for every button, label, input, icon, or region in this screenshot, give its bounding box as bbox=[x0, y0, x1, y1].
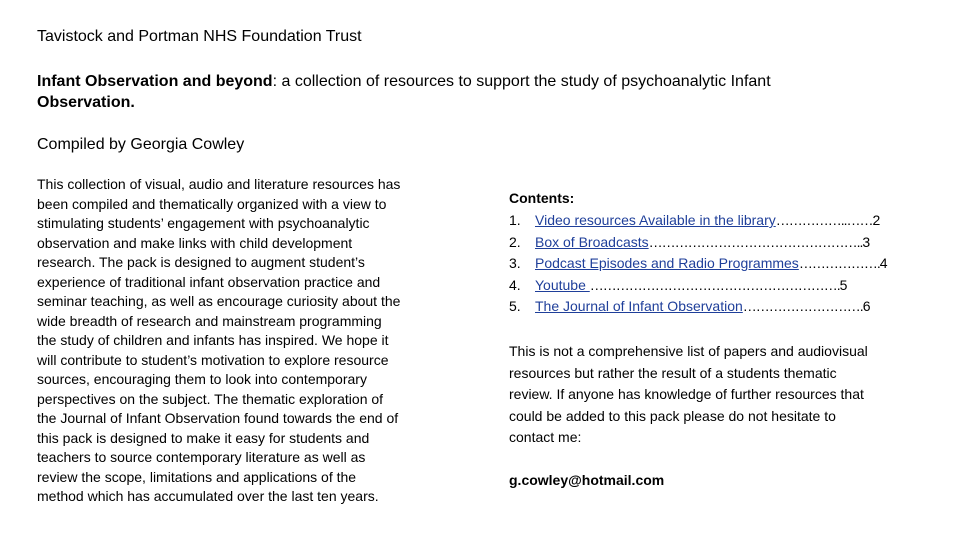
toc-page-number: 4 bbox=[879, 255, 888, 271]
intro-line: research. The pack is designed to augment student’s bbox=[37, 254, 365, 270]
toc-link-box-of-broadcasts[interactable]: Box of Broadcasts bbox=[535, 233, 649, 250]
intro-line: seminar teaching, as well as encourage curiosity about the bbox=[37, 293, 401, 309]
toc-leader-dots: ………………. bbox=[798, 255, 880, 271]
intro-line: this pack is designed to make it easy for students and bbox=[37, 429, 370, 446]
title-bold: Infant Observation and beyond bbox=[37, 73, 273, 90]
intro-line: will contribute to student’s motivation to explore resource bbox=[37, 351, 389, 368]
intro-paragraph bbox=[37, 175, 477, 507]
disclaimer-note bbox=[509, 341, 939, 449]
note-line: This is not a comprehensive list of papers and audiovisual bbox=[509, 343, 868, 359]
intro-line: sources, encouraging them to look into contemporary bbox=[37, 371, 367, 387]
intro-line: This collection of visual, audio and literature resources has bbox=[37, 176, 401, 192]
toc-leader-dots: ………………………………………….. bbox=[648, 233, 863, 250]
title-line2: Observation. bbox=[37, 94, 135, 111]
intro-line: method which has accumulated over the last ten years. bbox=[37, 488, 379, 504]
toc-item-youtube bbox=[509, 275, 888, 297]
intro-line: the Journal of Infant Observation found towards the end of bbox=[37, 410, 399, 426]
intro-line: stimulating students’ engagement with psychoanalytic bbox=[37, 215, 370, 231]
compiled-by: Compiled by Georgia Cowley bbox=[37, 136, 245, 153]
title-rest: : a collection of resources to support the study of psychoanalytic Infant bbox=[272, 73, 771, 90]
toc-page-number: 5 bbox=[839, 276, 848, 293]
intro-line: been compiled and thematically organized with a view to bbox=[37, 195, 387, 212]
toc-number: 3. bbox=[509, 255, 521, 271]
toc-number: 2. bbox=[509, 233, 521, 250]
toc-page-number: 6 bbox=[862, 298, 871, 314]
toc-item-video-resources bbox=[509, 210, 888, 232]
toc-number: 4. bbox=[509, 276, 521, 293]
table-of-contents bbox=[509, 210, 888, 318]
intro-line: experience of traditional infant observation practice and bbox=[37, 273, 381, 290]
intro-line: the study of children and infants has inspired. We hope it bbox=[37, 332, 389, 348]
note-line: contact me: bbox=[509, 429, 582, 445]
toc-leader-dots: ……………..…… bbox=[775, 212, 873, 228]
toc-page-number: 2 bbox=[872, 212, 881, 228]
toc-link-podcasts[interactable]: Podcast Episodes and Radio Programmes bbox=[535, 255, 799, 271]
intro-line: perspectives on the subject. The thematic exploration of bbox=[37, 390, 384, 407]
contact-email[interactable]: g.cowley@hotmail.com bbox=[509, 472, 665, 488]
intro-line: teachers to source contemporary literature as well as bbox=[37, 449, 366, 465]
toc-link-youtube[interactable]: Youtube bbox=[535, 276, 590, 293]
contents-heading: Contents: bbox=[509, 190, 575, 206]
toc-item-box-of-broadcasts bbox=[509, 232, 888, 254]
intro-line: wide breadth of research and mainstream programming bbox=[37, 312, 382, 329]
note-line: could be added to this pack please do not hesitate to bbox=[509, 407, 836, 424]
toc-link-journal[interactable]: The Journal of Infant Observation bbox=[535, 298, 743, 314]
toc-leader-dots: …………………………………………………. bbox=[589, 276, 840, 293]
toc-item-podcasts bbox=[509, 253, 888, 275]
toc-page-number: 3 bbox=[862, 233, 871, 250]
toc-leader-dots: ………………………. bbox=[742, 298, 863, 314]
toc-number: 1. bbox=[509, 212, 521, 228]
note-line: review. If anyone has knowledge of further resources that bbox=[509, 386, 864, 402]
organisation-name: Tavistock and Portman NHS Foundation Trust bbox=[37, 28, 362, 45]
note-line: resources but rather the result of a students thematic bbox=[509, 364, 837, 381]
intro-line: observation and make links with child development bbox=[37, 234, 353, 251]
intro-line: review the scope, limitations and applications of the bbox=[37, 468, 357, 485]
document-title bbox=[37, 71, 917, 113]
toc-link-video-resources[interactable]: Video resources Available in the library bbox=[535, 212, 776, 228]
toc-number: 5. bbox=[509, 298, 521, 314]
toc-item-journal bbox=[509, 296, 888, 318]
